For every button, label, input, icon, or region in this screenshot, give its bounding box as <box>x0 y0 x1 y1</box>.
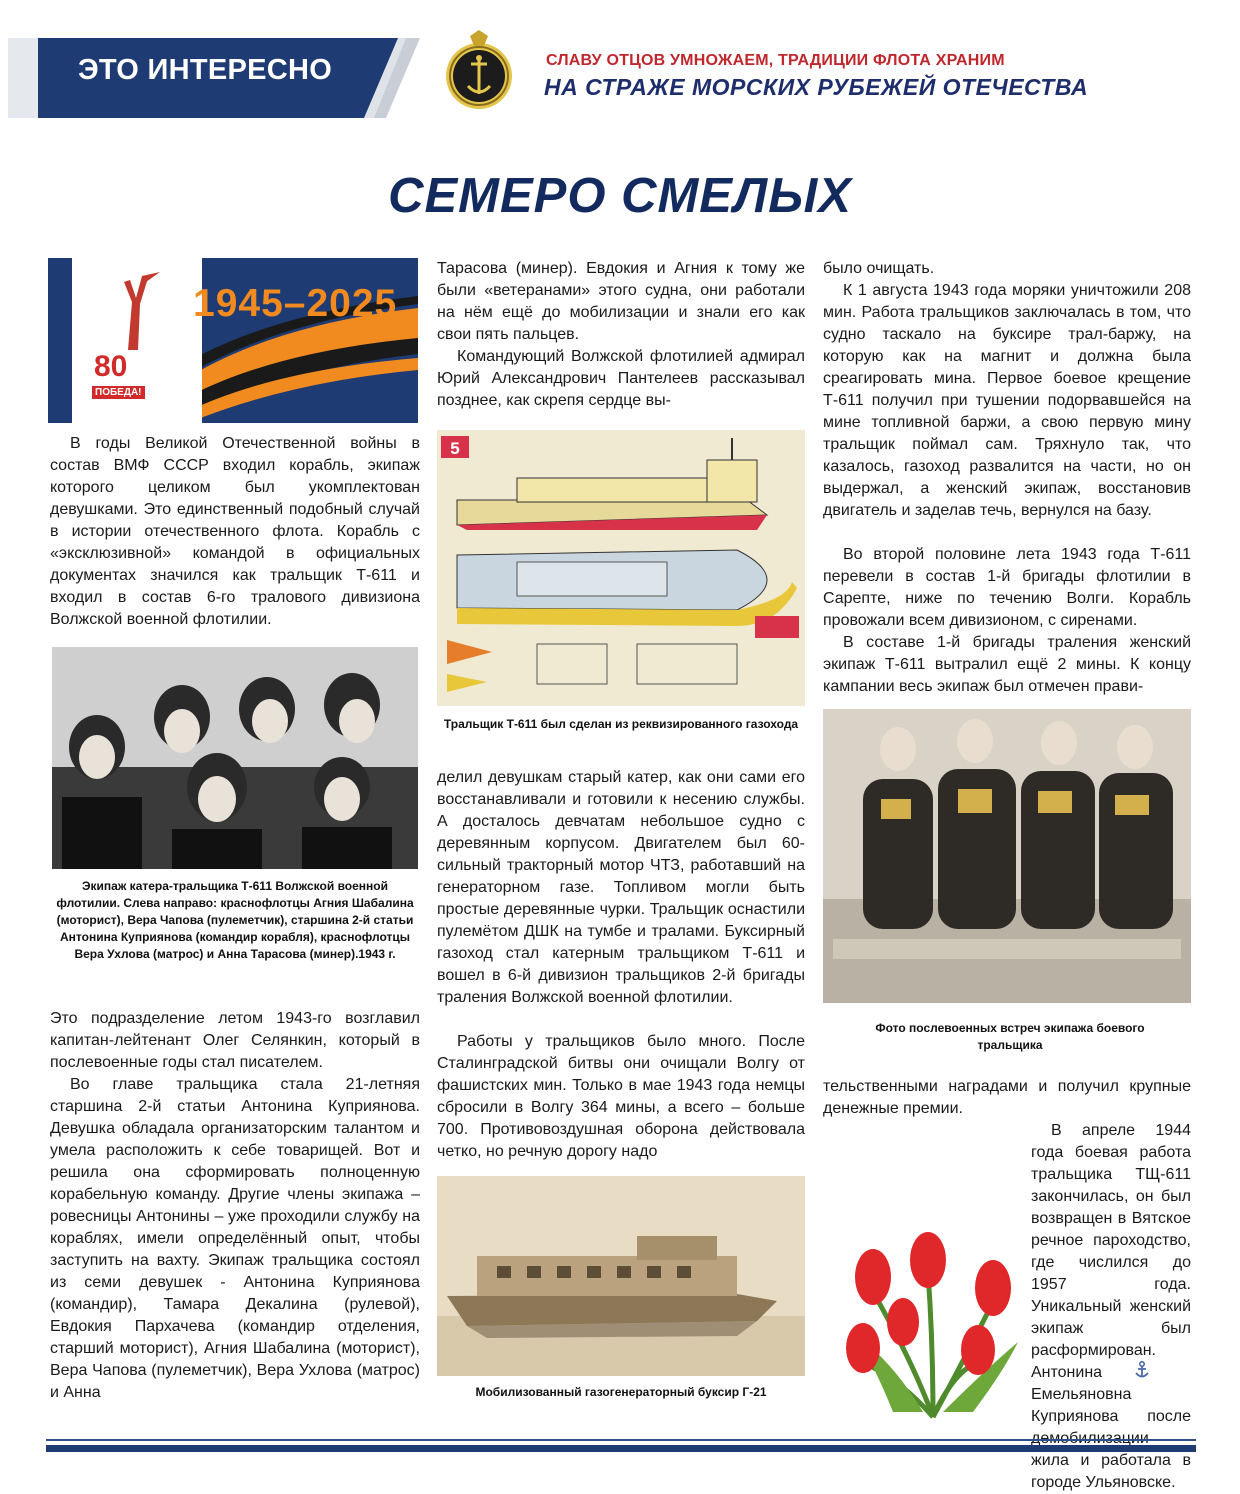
footer-rule-thin <box>46 1439 1196 1441</box>
clearing-fragment: было очищать. <box>823 260 935 277</box>
victory-anniversary-banner <box>48 258 418 423</box>
tug-photo <box>437 1176 805 1376</box>
veterans-photo <box>823 709 1191 1003</box>
motherland-statue-icon <box>98 272 168 352</box>
veterans-photo-caption: Фото послевоенных встреч экипажа боевого тральщика <box>875 1021 1145 1052</box>
slogan: СЛАВУ ОТЦОВ УМНОЖАЕМ, ТРАДИЦИИ ФЛОТА ХРАНИМ <box>546 52 1005 69</box>
closing-paragraph: В апреле 1944 года боевая работа тральщика ТЩ-611 закончилась, он был возвращен в Вятское речное пароходство, где числился до 1957 года. Уникальный женский экипаж был расформирован. Антонина Емельяновна Куприянова после жила и работала в городе Ульяновске. <box>1031 1122 1191 1491</box>
intro-paragraph: В годы Великой Отечественной войны в состав ВМФ СССР входил корабль, экипаж которого целиком был укомплектован девушками. Это единственный подобный случай в истории отечественного флота. Корабль с «эксклюзивной» командой в официальных документах значился как тральщик Т-611 и входил в состав 6-го тралового дивизиона Волжской военной флотилии. <box>50 435 420 628</box>
anniversary-number: 80 <box>94 350 128 383</box>
boat-restoration-paragraph: делил девушкам старый катер, как они сами его восстанавливали и готовили к несению службы. А досталось девчатам небольшое судно с деревянным корпусом. Двигателем был 60-сильный тракторный мотор ЧТЗ, работавший на генераторном газе. Топливом могли быть простые деревянные чурки. Тральщик оснастили пулемётом ДШК на тумбе и тралами. Буксирный газоход стал катерным тральщиком Т-611 и вошел в 6-й дивизион тральщиков 2-й бригады траления Волжской военной флотилии. <box>437 769 805 1006</box>
admiral-paragraph: Командующий Волжской флотилией адмирал Юрий Александрович Пантелеев рассказывал позднее, как скрепя сердце вы- <box>437 348 805 409</box>
mines-destroyed-paragraph: К 1 августа 1943 года моряки уничтожили 208 мин. Работа тральщиков заключалась в том, что судно таскало на буксире трал-баржу, на которую как на магнит и должна была среагировать мина. Первое боевое крещение Т-611 получил при тушении подорвавшейся на мине топливной баржи, а свою первую мину тральщик поймал сам. Тряхнуло так, что казалось, газоход развалится на части, но он выдержал, а женский экипаж, восстановив двигатель и заделав течь, вернулся на базу. <box>823 282 1191 519</box>
series-title: НА СТРАЖЕ МОРСКИХ РУБЕЖЕЙ ОТЕЧЕСТВА <box>544 74 1089 100</box>
drawing-number: 5 <box>450 439 460 458</box>
minesweeping-paragraph: Работы у тральщиков было много. После Сталинградской битвы они очищали Волгу от фашистских мин. Только в мае 1943 года немцы сбросили в Волгу 364 мины, а всего – больше 700. Противовоздушная оборона действовала четко, но речную дорогу надо <box>437 1033 805 1160</box>
crew-photo-caption: Экипаж катера-тральщика Т-611 Волжской военной флотилии. Слева направо: краснофлотцы Агния Шабалина (моторист), Вера Чапова (пулеметчик), старшина 2-й статьи Антонина Куприянова (командир корабля), краснофлотцы Вера Ухлова (матрос) и Анна Тарасова (минер).1943 г. <box>56 879 414 961</box>
anniversary-years: 1945–2025 <box>193 282 398 325</box>
first-brigade-paragraph: В составе 1-й бригады траления женский экипаж Т-611 вытралил ещё 2 мины. К концу кампании весь экипаж был отмечен прави- <box>823 634 1191 695</box>
ship-drawing <box>437 430 805 706</box>
anchor-icon <box>1134 1361 1150 1379</box>
awards-paragraph: тельственными наградами и получил крупные денежные премии. <box>823 1078 1191 1117</box>
transfer-paragraph: Во второй половине лета 1943 года Т-611 перевели в состав 1-й бригады флотилии в Сарепте, ниже по течению Волги. Корабль провожали всем дивизионом, с сиренами. <box>823 546 1191 629</box>
crew-paragraph: Во главе тральщика стала 21-летняя старшина 2-й статьи Антонина Куприянова. Девушка обладала организаторским талантом и умела расположить к себе товарищей. Вот и решила она сформировать полноценную корабельную команду. Другие члены экипажа – ровесницы Антонины – уже проходили службу на кораблях, имели определённый опыт, чтобы заступить на вахту. Экипаж тральщика состоял из семи девушек - Антонина Куприянова (командир), Тамара Декалина (рулевой), Евдокия Пархачева (командир отделения, старший моторист), Агния Шабалина (моторист), Вера Чапова (пулеметчик), Вера Ухлова (матрос) и Анна <box>50 1076 420 1401</box>
veterans-paragraph: Тарасова (минер). Евдокия и Агния к тому же были «ветеранами» этого судна, они работали на нём ещё до мобилизации и знали его как свои пять пальцев. <box>437 260 805 343</box>
commander-paragraph: Это подразделение летом 1943-го возглавил капитан-лейтенант Олег Селянкин, который в послевоенные годы стал писателем. <box>50 1010 420 1071</box>
ship-drawing-caption: Тральщик Т-611 был сделан из реквизированного газохода <box>443 717 799 731</box>
navy-emblem-icon <box>444 28 514 112</box>
crew-photo <box>52 647 418 869</box>
section-label: ЭТО ИНТЕРЕСНО <box>78 54 333 86</box>
anniversary-word: ПОБЕДА! <box>92 386 145 399</box>
tug-photo-caption: Мобилизованный газогенераторный буксир Г-21 <box>475 1385 767 1399</box>
article-title: СЕМЕРО СМЕЛЫХ <box>388 169 852 223</box>
footer-rule <box>46 1445 1196 1452</box>
